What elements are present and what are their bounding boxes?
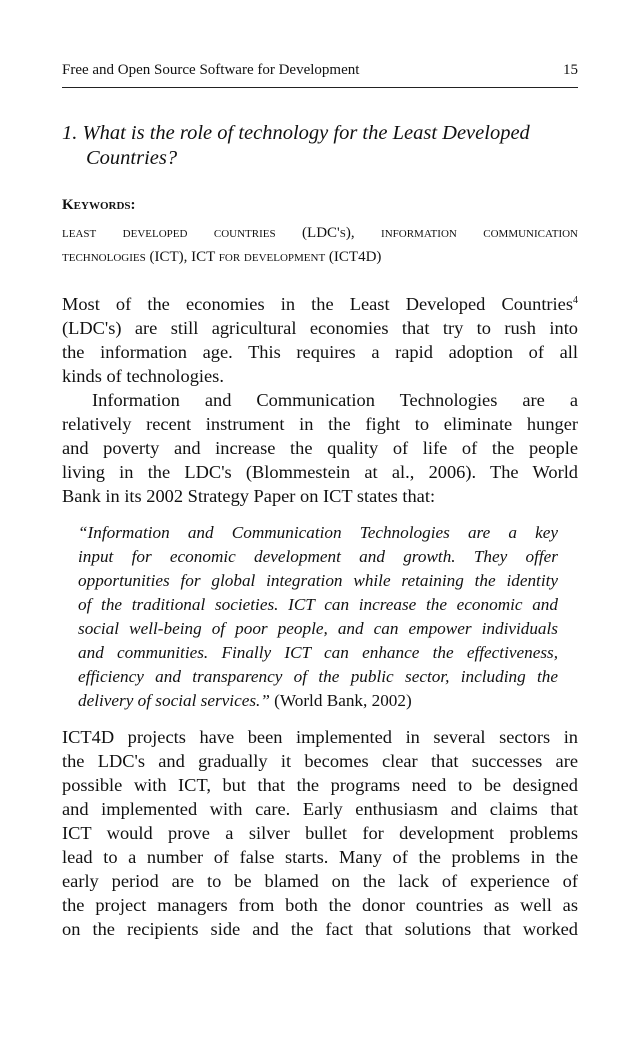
paragraph-3-line-6: lead to a number of false starts. Many of the problems in the xyxy=(62,847,578,867)
paragraph-2-line-2: relatively recent instrument in the fight to eliminate hunger xyxy=(62,414,578,434)
paragraph-3-line-5: ICT would prove a silver bullet for development problems xyxy=(62,823,578,843)
quote-line-8-text: delivery of social services.” xyxy=(78,691,270,710)
quote-line-4: of the traditional societies. ICT can increase the economic and xyxy=(78,595,558,614)
chapter-title-line-1: 1. What is the role of technology for the Least Developed xyxy=(62,122,530,144)
running-header xyxy=(62,60,578,80)
paragraph-3-line-1: ICT4D projects have been implemented in several sectors in xyxy=(62,727,578,747)
quote-line-2: input for economic development and growth. They offer xyxy=(78,547,558,566)
quote-line-5: social well-being of poor people, and can empower individuals xyxy=(78,619,558,638)
paragraph-3-line-7: early period are to be blamed on the lack of experience of xyxy=(62,871,578,891)
paragraph-2-line-3: and poverty and increase the quality of life of the people xyxy=(62,438,578,458)
paragraph-2-line-5: Bank in its 2002 Strategy Paper on ICT states that: xyxy=(62,486,436,506)
quote-line-3: opportunities for global integration while retaining the identity xyxy=(78,571,558,590)
paragraph-2-line-4: living in the LDC's (Blommestein at al., 2006). The World xyxy=(62,462,578,482)
paragraph-1-line-1-text: Most of the economies in the Least Developed Countries xyxy=(62,294,573,314)
paragraph-3-line-2: the LDC's and gradually it becomes clear that successes are xyxy=(62,751,578,771)
paragraph-1-line-1 xyxy=(62,292,578,316)
page-number: 15 xyxy=(563,62,578,78)
header-rule xyxy=(62,87,578,88)
quote-line-8 xyxy=(78,690,558,712)
quote-line-1: “Information and Communication Technologies are a key xyxy=(78,523,558,542)
paragraph-3-line-9: on the recipients side and the fact that solutions that worked xyxy=(62,919,578,939)
paragraph-3-line-8: the project managers from both the donor countries as well as xyxy=(62,895,578,915)
chapter-title-line-2: Countries? xyxy=(86,147,178,169)
keywords-line-2: technologies (ICT), ICT for development (ICT4D) xyxy=(62,249,382,265)
paragraph-3-line-3: possible with ICT, but that the programs need to be designed xyxy=(62,775,578,795)
chapter-title xyxy=(62,121,578,171)
paragraph-1-line-3: the information age. This requires a rapid adoption of all xyxy=(62,342,578,362)
quote-citation: (World Bank, 2002) xyxy=(274,691,412,710)
running-title: Free and Open Source Software for Development xyxy=(62,62,360,78)
footnote-mark[interactable]: 4 xyxy=(573,295,578,306)
paragraph-3-line-4: and implemented with care. Early enthusiasm and claims that xyxy=(62,799,578,819)
keywords-line-1: least developed countries (LDC's), information communication xyxy=(62,225,578,241)
paragraph-1-line-4: kinds of technologies. xyxy=(62,366,224,386)
quote-line-7: efficiency and transparency of the public sector, including the xyxy=(78,667,558,686)
paragraph-2-line-1: Information and Communication Technologies are a xyxy=(92,390,578,410)
paragraph-1-line-2: (LDC's) are still agricultural economies that try to rush into xyxy=(62,318,578,338)
quote-line-6: and communities. Finally ICT can enhance the effectiveness, xyxy=(78,643,558,662)
keywords-heading: Keywords: xyxy=(62,197,136,213)
